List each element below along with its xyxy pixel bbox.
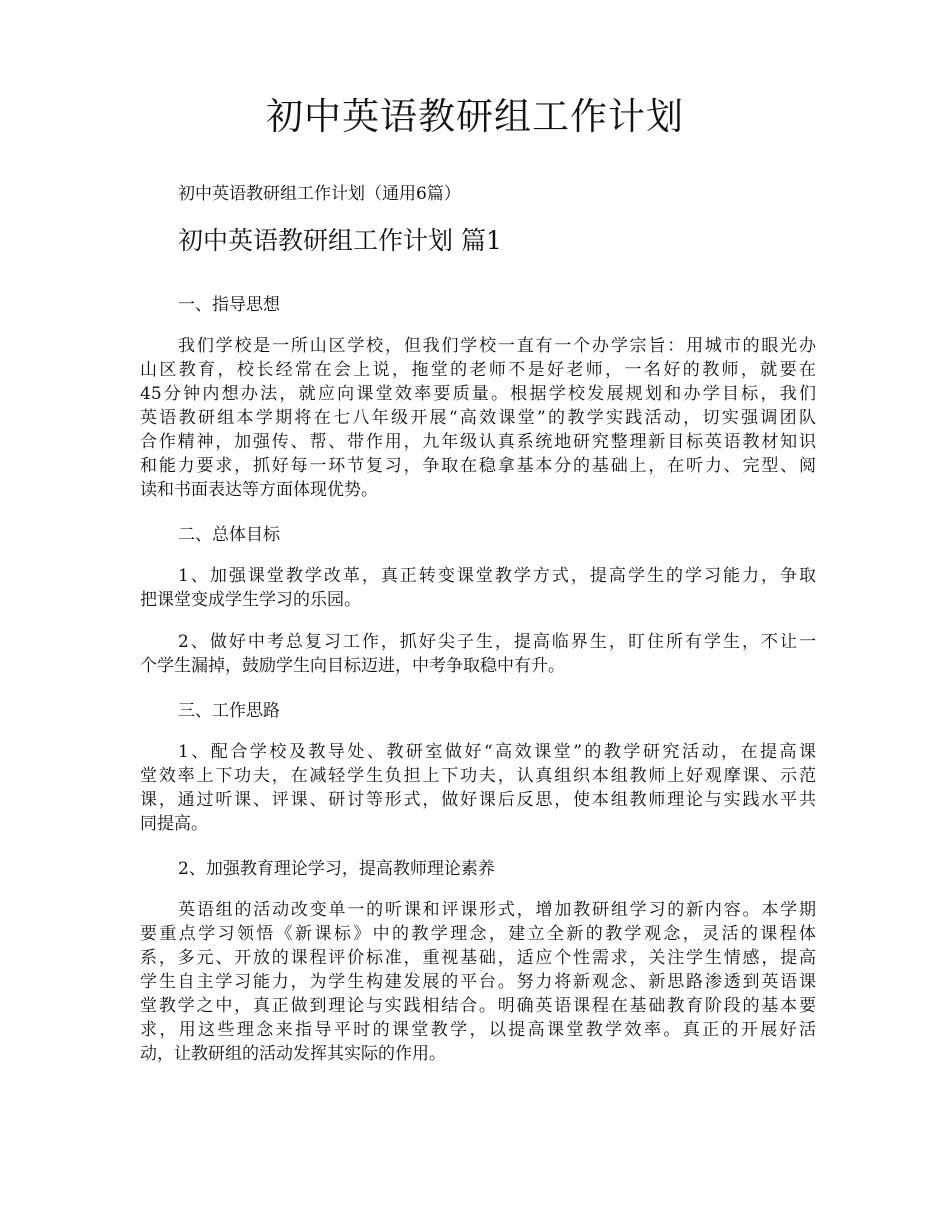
paragraph-line: 读和书面表达等方面体现优势。 xyxy=(140,480,378,500)
paragraph-line: 堂效率上下功夫，在减轻学生负担上下功夫，认真组织本组教师上好观摩课、示范 xyxy=(140,766,816,786)
section-heading-theory-study: 2、加强教育理论学习，提高教师理论素养 xyxy=(178,859,495,879)
paragraph-line: 系，多元、开放的课程评价标准，重视基础，适应个性需求，关注学生情感，提高 xyxy=(140,948,816,968)
paragraph-line: 英语组的活动改变单一的听课和评课形式，增加教研组学习的新内容。本学期 xyxy=(178,900,816,920)
document-subtitle: 初中英语教研组工作计划（通用6篇） xyxy=(178,184,461,204)
paragraph-goal-1 xyxy=(140,564,816,612)
paragraph-line: 要重点学习领悟《新课标》中的教学理念，建立全新的教学观念，灵活的课程体 xyxy=(140,924,816,944)
section-heading-guiding-ideology: 一、指导思想 xyxy=(178,295,280,315)
paragraph-line: 求，用这些理念来指导平时的课堂教学，以提高课堂教学效率。真正的开展好活 xyxy=(140,1020,816,1040)
paragraph-theory-study xyxy=(140,898,816,1066)
paragraph-approach-1 xyxy=(140,740,816,836)
paragraph-line: 和能力要求，抓好每一环节复习，争取在稳拿基本分的基础上，在听力、完型、阅 xyxy=(140,456,816,476)
paragraph-line: 合作精神，加强传、帮、带作用，九年级认真系统地研究整理新目标英语教材知识 xyxy=(140,432,816,452)
section-heading-overall-goals: 二、总体目标 xyxy=(178,525,280,545)
chapter-heading: 初中英语教研组工作计划 篇1 xyxy=(178,226,502,255)
paragraph-line: 山区教育，校长经常在会上说，拖堂的老师不是好老师，一名好的教师，就要在 xyxy=(140,360,816,380)
paragraph-line: 把课堂变成学生学习的乐园。 xyxy=(140,590,361,610)
paragraph-goal-2 xyxy=(140,630,816,678)
paragraph-line: 1、加强课堂教学改革，真正转变课堂教学方式，提高学生的学习能力，争取 xyxy=(178,566,816,586)
paragraph-guiding-ideology xyxy=(140,334,816,502)
paragraph-line: 个学生漏掉，鼓励学生向目标迈进，中考争取稳中有升。 xyxy=(140,656,565,676)
paragraph-line: 堂教学之中，真正做到理论与实践相结合。明确英语课程在基础教育阶段的基本要 xyxy=(140,996,816,1016)
paragraph-line: 动，让教研组的活动发挥其实际的作用。 xyxy=(140,1044,446,1064)
section-heading-work-approach: 三、工作思路 xyxy=(178,701,280,721)
paragraph-line: 我们学校是一所山区学校，但我们学校一直有一个办学宗旨：用城市的眼光办 xyxy=(178,336,816,356)
paragraph-line: 45分钟内想办法，就应向课堂效率要质量。根据学校发展规划和办学目标，我们 xyxy=(140,384,816,404)
paragraph-line: 1、配合学校及教导处、教研室做好“高效课堂”的教学研究活动，在提高课 xyxy=(178,742,816,762)
paragraph-line: 课，通过听课、评课、研讨等形式，做好课后反思，使本组教师理论与实践水平共 xyxy=(140,790,816,810)
paragraph-line: 2、做好中考总复习工作，抓好尖子生，提高临界生，盯住所有学生，不让一 xyxy=(178,632,816,652)
paragraph-line: 同提高。 xyxy=(140,814,208,834)
paragraph-line: 英语教研组本学期将在七八年级开展“高效课堂”的教学实践活动，切实强调团队 xyxy=(140,408,816,428)
paragraph-line: 学生自主学习能力，为学生构建发展的平台。努力将新观念、新思路渗透到英语课 xyxy=(140,972,816,992)
document-title: 初中英语教研组工作计划 xyxy=(266,95,684,138)
